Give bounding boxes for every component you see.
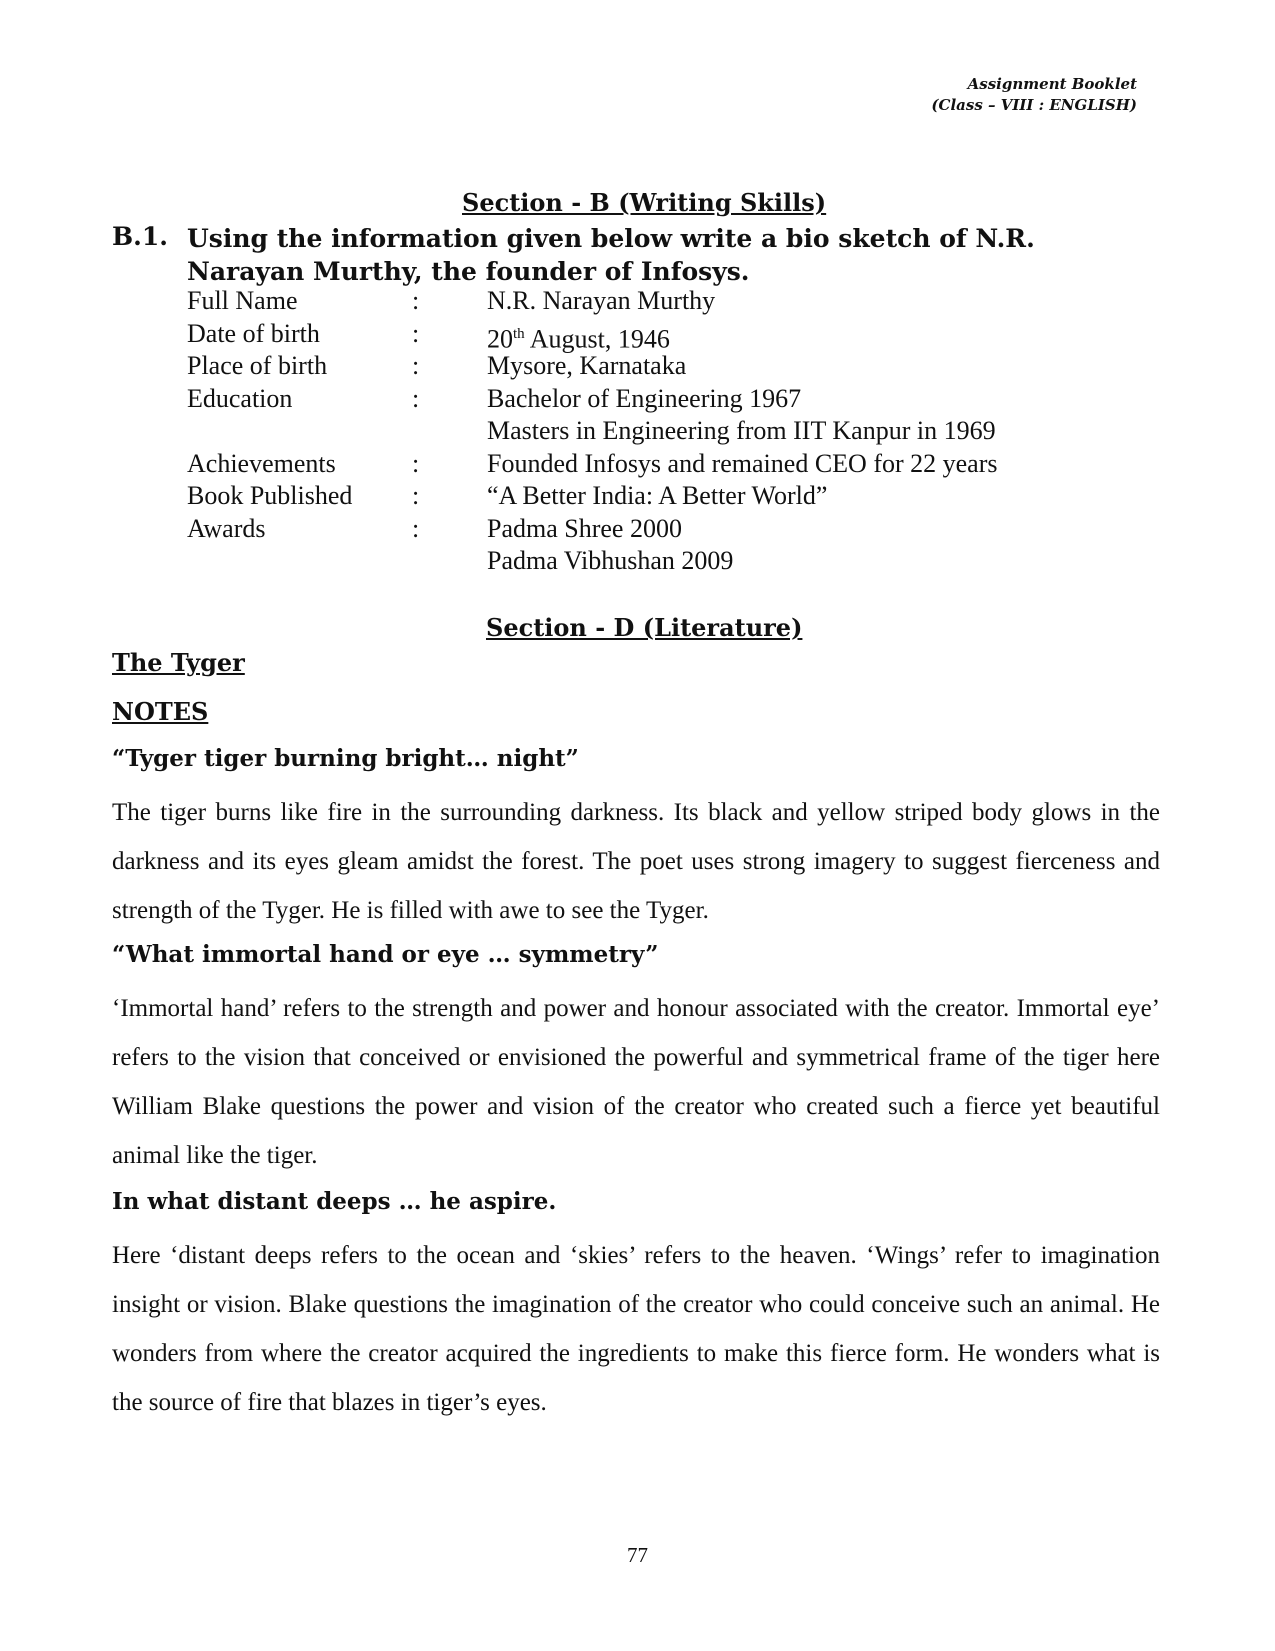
info-colon: : xyxy=(412,351,420,380)
bio-info-table xyxy=(187,285,1107,578)
info-label: Awards xyxy=(187,513,266,543)
header-subtitle: (Class – VIII : ENGLISH) xyxy=(931,96,1137,114)
info-row xyxy=(187,350,1107,383)
info-label: Place of birth xyxy=(187,351,328,380)
section-d-title: Section - D (Literature) xyxy=(486,613,803,642)
notes-heading: NOTES xyxy=(112,697,209,726)
note-quote: In what distant deeps … he aspire. xyxy=(112,1188,557,1215)
note-paragraph: Here ‘distant deeps refers to the ocean and ‘skies’ refers to the heaven. ‘Wings’ refer to imagination insight or vision. Blake questions the imagination of the creator who could conceive such an animal. He wonders from where the creator acquired the ingredients to make this fierce form. He wonders what is the source of fire that blazes in tiger’s eyes. xyxy=(112,1242,1160,1416)
info-colon: : xyxy=(412,318,420,348)
info-row xyxy=(187,448,1107,481)
date-day: 20 xyxy=(487,324,513,354)
info-label: Date of birth xyxy=(187,318,320,348)
info-label: Achievements xyxy=(187,448,336,478)
header-title: Assignment Booklet xyxy=(967,75,1137,93)
page-number: 77 xyxy=(627,1543,648,1567)
date-rest: August, 1946 xyxy=(524,324,670,354)
info-row xyxy=(187,480,1107,513)
info-colon: : xyxy=(412,286,420,315)
info-row xyxy=(187,513,1107,546)
info-colon: : xyxy=(412,513,420,543)
info-value: Masters in Engineering from IIT Kanpur in 1969 xyxy=(487,416,996,445)
question-number: B.1. xyxy=(112,222,168,251)
info-value: Padma Vibhushan 2009 xyxy=(487,546,734,575)
date-ordinal-suffix: th xyxy=(513,325,525,342)
info-row xyxy=(187,318,1107,354)
info-colon: : xyxy=(412,481,420,510)
info-label xyxy=(187,545,412,578)
info-value: N.R. Narayan Murthy xyxy=(487,286,716,315)
section-b-title: Section - B (Writing Skills) xyxy=(462,188,827,217)
info-value: Bachelor of Engineering 1967 xyxy=(487,383,802,413)
note-quote: “Tyger tiger burning bright… night” xyxy=(112,745,579,772)
info-label: Education xyxy=(187,383,293,413)
info-row xyxy=(187,383,1107,416)
info-value: Mysore, Karnataka xyxy=(487,351,687,380)
note-paragraph: The tiger burns like fire in the surrounding darkness. Its black and yellow striped body glows in the darkness and its eyes gleam amidst the forest. The poet uses strong imagery to suggest fierceness and strength of the Tyger. He is filled with awe to see the Tyger. xyxy=(112,799,1160,924)
info-label: Book Published xyxy=(187,481,353,510)
info-colon: : xyxy=(412,448,420,478)
question-text: Using the information given below write a bio sketch of N.R. Narayan Murthy, the founder of Infosys. xyxy=(187,224,1035,286)
info-colon xyxy=(412,415,487,448)
poem-title: The Tyger xyxy=(112,648,245,677)
info-value: “A Better India: A Better World” xyxy=(487,481,828,510)
info-value xyxy=(487,318,1107,354)
info-row xyxy=(187,285,1107,318)
info-value: Padma Shree 2000 xyxy=(487,513,682,543)
info-colon xyxy=(412,545,487,578)
running-header xyxy=(931,74,1137,116)
info-label: Full Name xyxy=(187,286,298,315)
info-colon: : xyxy=(412,383,420,413)
info-row xyxy=(187,415,1107,448)
info-label xyxy=(187,415,412,448)
info-row xyxy=(187,545,1107,578)
info-value: Founded Infosys and remained CEO for 22 years xyxy=(487,448,998,478)
note-paragraph: ‘Immortal hand’ refers to the strength and power and honour associated with the creator. Immortal eye’ refers to the vision that conceived or envisioned the powerful and symmetrical frame of the tiger here William Blake questions the power and vision of the creator who created such a fierce yet beautiful animal like the tiger. xyxy=(112,995,1160,1169)
note-quote: “What immortal hand or eye … symmetry” xyxy=(112,941,659,968)
